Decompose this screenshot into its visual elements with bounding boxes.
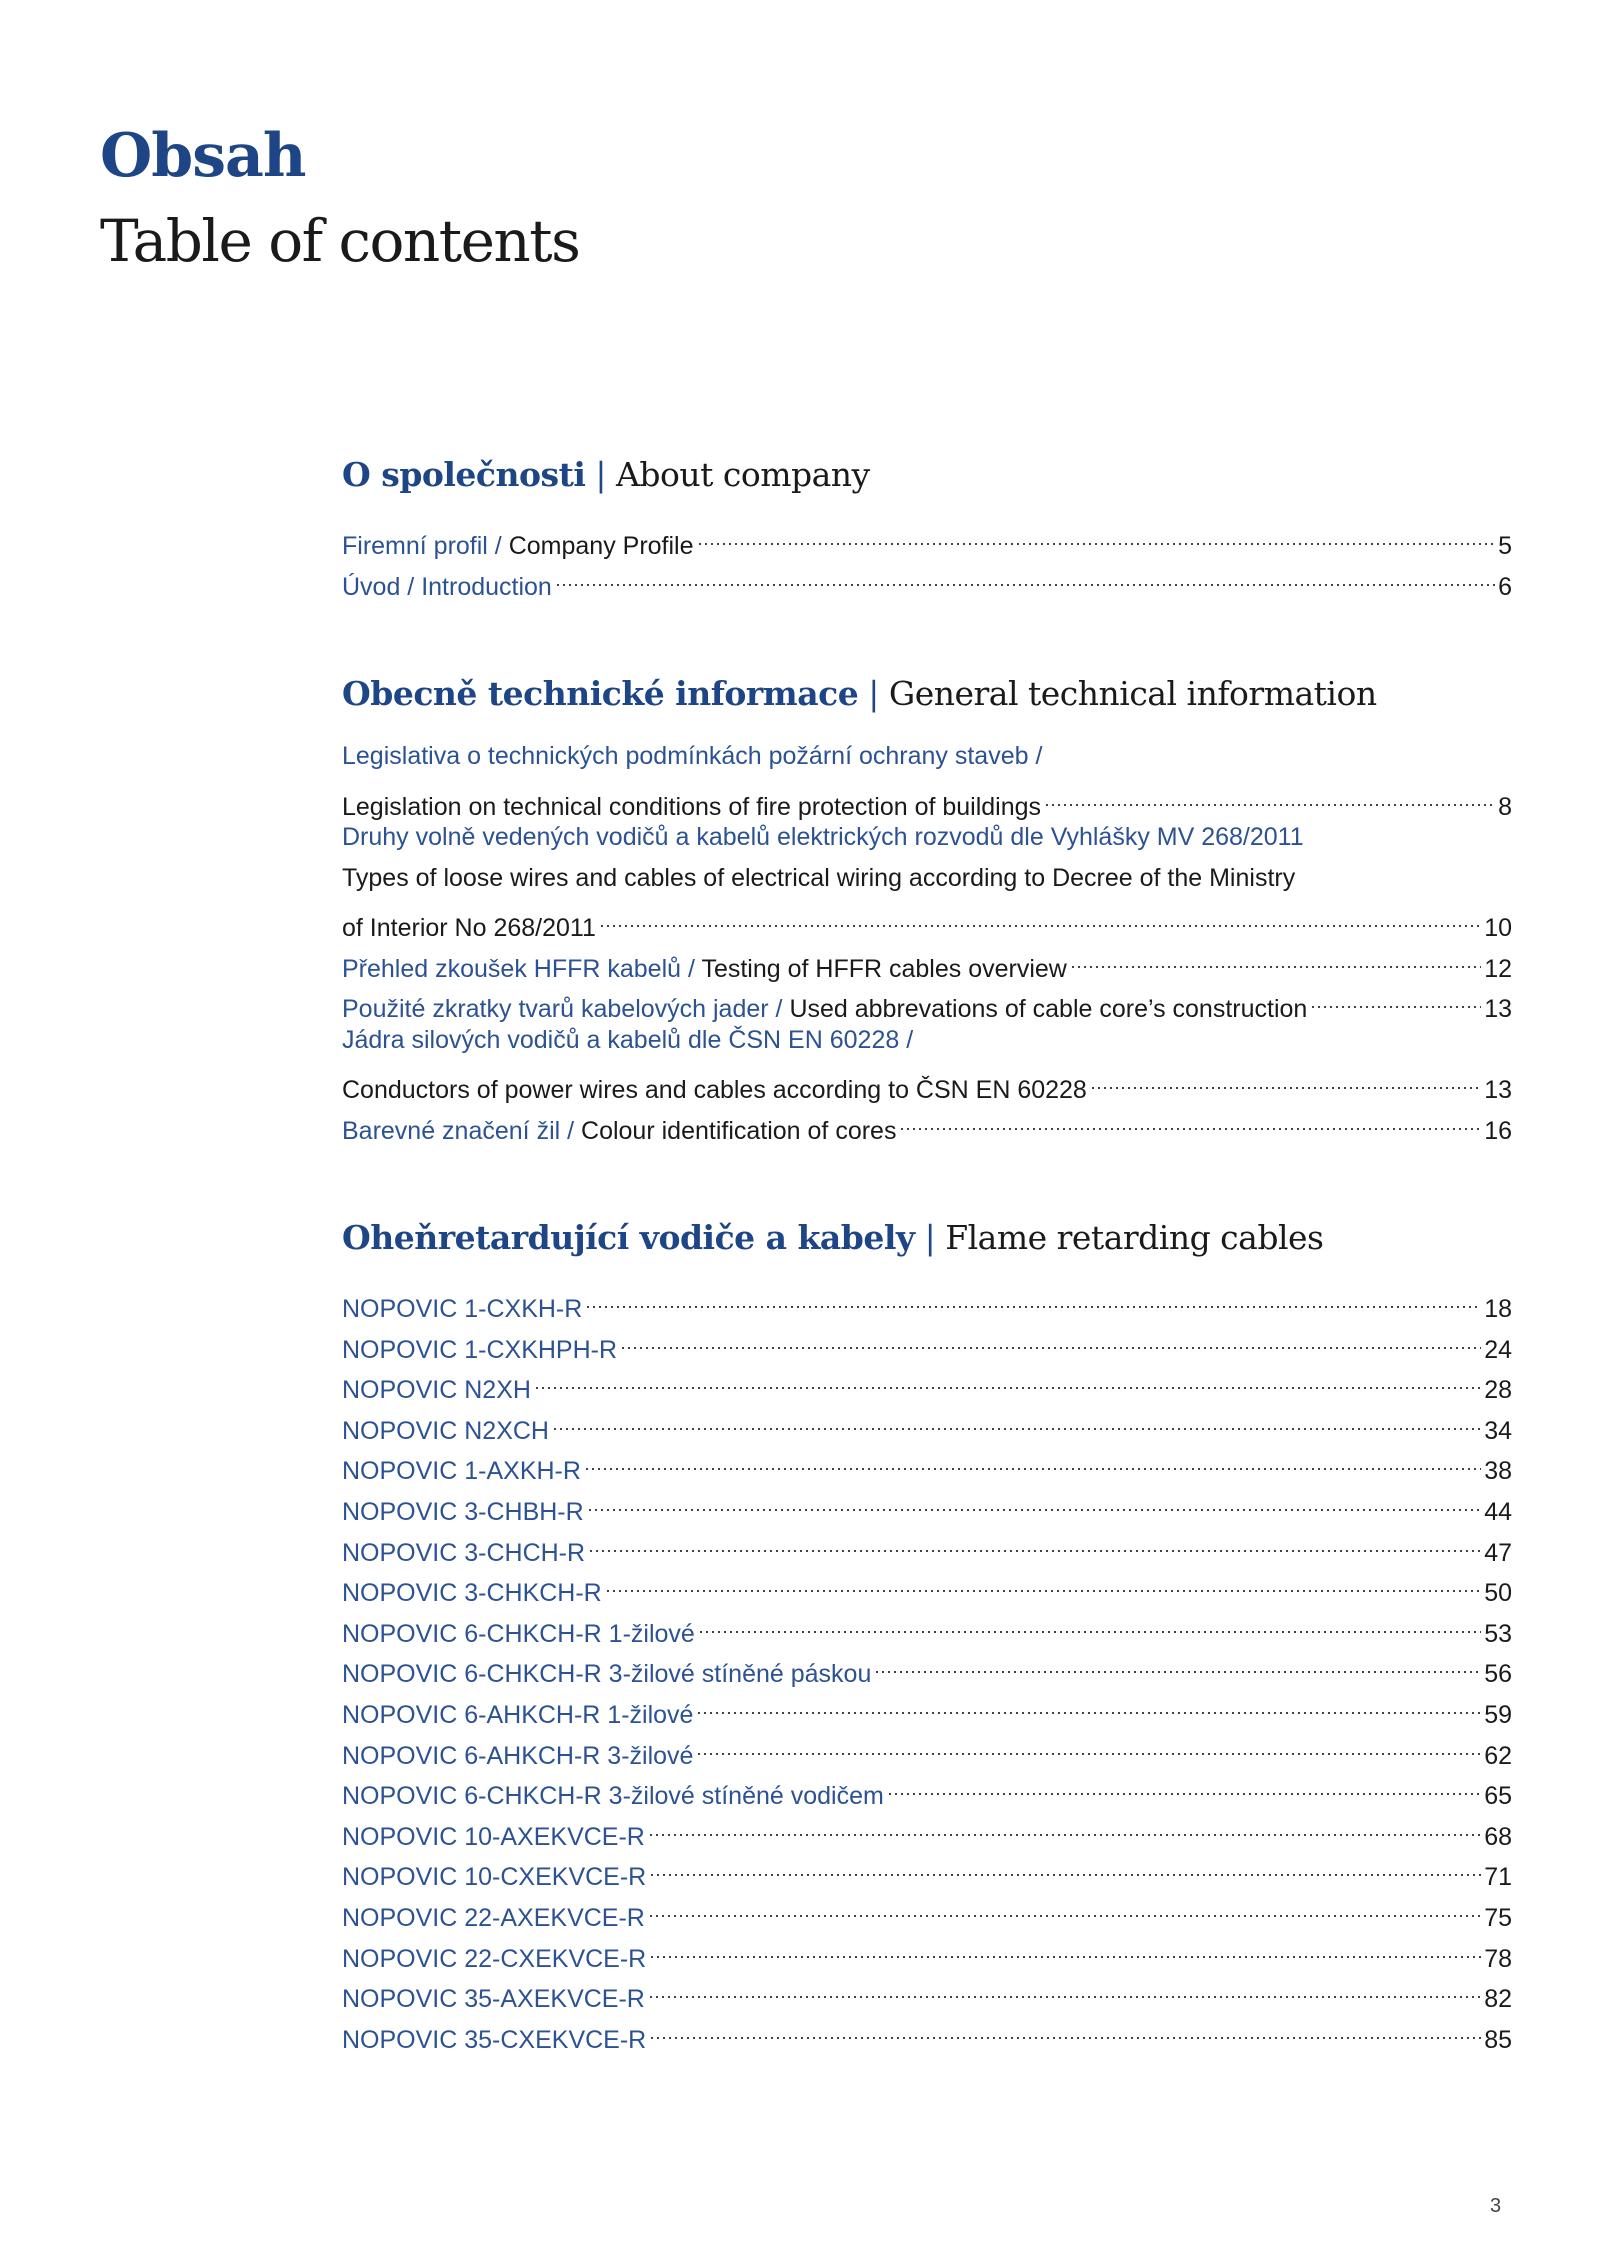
toc-entry-label-cz: NOPOVIC 3-CHKCH-R — [342, 1579, 602, 1607]
toc-entry[interactable] — [342, 1362, 1512, 1404]
toc-entry-label-cz: NOPOVIC 6-CHKCH-R 1-žilové — [342, 1620, 695, 1648]
toc-entry[interactable] — [342, 981, 1512, 1023]
dot-leader — [648, 1971, 1481, 2007]
toc-entry-page: 13 — [1484, 995, 1512, 1023]
toc-entry[interactable] — [342, 1606, 1512, 1648]
toc-entry[interactable] — [342, 1890, 1512, 1932]
section-heading-separator: | — [924, 1218, 936, 1257]
dot-leader — [552, 1403, 1481, 1439]
toc-entry-page: 13 — [1484, 1076, 1512, 1104]
toc-entry[interactable] — [342, 2012, 1512, 2054]
dot-leader — [555, 559, 1495, 595]
dot-leader — [649, 1931, 1481, 1967]
section-heading-cz: Obecně technické informace — [342, 674, 859, 713]
toc-entry-label-cz: NOPOVIC 1-CXKH-R — [342, 1295, 583, 1323]
toc-entry-page: 6 — [1498, 573, 1512, 601]
dot-leader — [874, 1646, 1481, 1682]
toc-entry-label-cz: Použité zkratky tvarů kabelových jader / — [342, 995, 790, 1023]
toc-entry[interactable] — [342, 1728, 1512, 1770]
toc-entry-page: 18 — [1484, 1295, 1512, 1323]
dot-leader — [1090, 1062, 1481, 1098]
toc-entry-label-cz: NOPOVIC 1-CXKHPH-R — [342, 1336, 618, 1364]
section-heading-cz: Oheňretardující vodiče a kabely — [342, 1218, 915, 1257]
toc-entry-page: 53 — [1484, 1620, 1512, 1648]
dot-leader — [887, 1768, 1481, 1804]
toc-entry[interactable] — [342, 1403, 1512, 1445]
dot-leader — [620, 1322, 1481, 1358]
toc-entry[interactable] — [342, 1687, 1512, 1729]
toc-entry[interactable] — [342, 1646, 1512, 1688]
toc-entry-label-en: Conductors of power wires and cables according to ČSN EN 60228 — [342, 1076, 1087, 1104]
toc-entry-label-cz: NOPOVIC 6-CHKCH-R 3-žilové stíněné vodičem — [342, 1782, 884, 1810]
toc-entry[interactable] — [342, 1809, 1512, 1851]
dot-leader — [899, 1103, 1481, 1139]
toc-entry-page: 62 — [1484, 1742, 1512, 1770]
toc-entry-label-cz: Jádra silových vodičů a kabelů dle ČSN EN 60228 / — [342, 1026, 914, 1054]
dot-leader — [1070, 941, 1481, 977]
toc-entry-label-cz: NOPOVIC 35-CXEKVCE-R — [342, 2026, 647, 2054]
toc-entry-label-cz: NOPOVIC 6-AHKCH-R 3-žilové — [342, 1742, 694, 1770]
toc-entry-page: 68 — [1484, 1823, 1512, 1851]
toc-entry-label-cz: NOPOVIC N2XH — [342, 1376, 531, 1404]
toc-entry-page: 65 — [1484, 1782, 1512, 1810]
toc-entry[interactable] — [342, 900, 1512, 942]
toc-entry-page: 82 — [1484, 1985, 1512, 2013]
toc-entry-label-en: Types of loose wires and cables of electrical wiring according to Decree of the Ministry — [342, 864, 1296, 892]
dot-leader — [697, 518, 1496, 554]
toc-entry-page: 5 — [1498, 532, 1512, 560]
toc-entry-page: 8 — [1498, 793, 1512, 821]
toc-entry-line[interactable] — [342, 738, 1512, 774]
section-heading-en: Flame retarding cables — [945, 1218, 1324, 1257]
toc-entry-label-cz: Firemní profil / — [342, 532, 509, 560]
dot-leader — [588, 1525, 1481, 1561]
dot-leader — [1044, 779, 1495, 815]
toc-entry-label-cz: Úvod / Introduction — [342, 573, 552, 601]
dot-leader — [599, 900, 1481, 936]
toc-entry[interactable] — [342, 1281, 1512, 1323]
dot-leader — [585, 1281, 1481, 1317]
toc-entry-label-cz: NOPOVIC 10-CXEKVCE-R — [342, 1863, 647, 1891]
section-heading-en: About company — [616, 455, 870, 494]
toc-entry-label-cz: NOPOVIC 6-AHKCH-R 1-žilové — [342, 1701, 694, 1729]
toc-entry-page: 28 — [1484, 1376, 1512, 1404]
toc-entry-label-cz: Barevné značení žil / — [342, 1117, 582, 1145]
dot-leader — [648, 1809, 1481, 1845]
toc-entry-page: 12 — [1484, 955, 1512, 983]
toc-entry-label-cz: Legislativa o technických podmínkách požární ochrany staveb / — [342, 742, 1043, 770]
dot-leader — [648, 1890, 1481, 1926]
dot-leader — [696, 1728, 1481, 1764]
section-heading-separator: | — [868, 674, 879, 713]
toc-entry[interactable] — [342, 1931, 1512, 1973]
section-heading-general-technical-information — [342, 674, 1377, 713]
toc-entry-page: 10 — [1484, 914, 1512, 942]
toc-entry-label-en: Colour identification of cores — [581, 1117, 897, 1145]
section-heading-flame-retarding-cables — [342, 1218, 1324, 1257]
toc-entry-label-cz: NOPOVIC 22-AXEKVCE-R — [342, 1904, 645, 1932]
toc-entry-label-cz: NOPOVIC N2XCH — [342, 1417, 549, 1445]
section-heading-cz: O společnosti — [342, 455, 586, 494]
toc-entry-label-cz: Druhy volně vedených vodičů a kabelů elektrických rozvodů dle Vyhlášky MV 268/2011 — [342, 823, 1304, 851]
toc-entry[interactable] — [342, 1103, 1512, 1145]
dot-leader — [587, 1484, 1482, 1520]
dot-leader — [1310, 981, 1481, 1017]
toc-entry-page: 24 — [1484, 1336, 1512, 1364]
toc-entry-page: 44 — [1484, 1498, 1512, 1526]
page-title-en: Table of contents — [100, 207, 580, 275]
section-heading-separator: | — [595, 455, 607, 494]
dot-leader — [696, 1687, 1481, 1723]
section-heading-en: General technical information — [888, 674, 1377, 713]
toc-entry-label-cz: Přehled zkoušek HFFR kabelů / — [342, 955, 702, 983]
toc-entry[interactable] — [342, 1484, 1512, 1526]
dot-leader — [649, 2012, 1481, 2048]
toc-entry[interactable] — [342, 1971, 1512, 2013]
toc-entry[interactable] — [342, 1322, 1512, 1364]
toc-entry-label-cz: NOPOVIC 22-CXEKVCE-R — [342, 1945, 647, 1973]
toc-entry-page: 38 — [1484, 1457, 1512, 1485]
toc-entry-label-cz: NOPOVIC 35-AXEKVCE-R — [342, 1985, 645, 2013]
toc-entry-label-cz: NOPOVIC 3-CHCH-R — [342, 1539, 586, 1567]
dot-leader — [534, 1362, 1481, 1398]
toc-entry-page: 71 — [1484, 1863, 1512, 1891]
toc-entry-label-cz: NOPOVIC 10-AXEKVCE-R — [342, 1823, 645, 1851]
toc-entry-label-cz: NOPOVIC 1-AXKH-R — [342, 1457, 581, 1485]
toc-entry[interactable] — [342, 1565, 1512, 1607]
toc-entry[interactable] — [342, 1768, 1512, 1810]
toc-entry-label-en: Testing of HFFR cables overview — [701, 955, 1067, 983]
toc-entry-page: 78 — [1484, 1945, 1512, 1973]
toc-entry[interactable] — [342, 1525, 1512, 1567]
toc-entry-page: 56 — [1484, 1660, 1512, 1688]
page-title-cz: Obsah — [100, 121, 306, 191]
toc-entry-page: 47 — [1484, 1539, 1512, 1567]
toc-entry[interactable] — [342, 941, 1512, 983]
toc-entry-line[interactable] — [342, 1022, 1512, 1058]
toc-entry-page: 59 — [1484, 1701, 1512, 1729]
toc-entry-label-en: Legislation on technical conditions of fire protection of buildings — [342, 793, 1042, 821]
toc-entry-label-en: Used abbrevations of cable core’s construction — [789, 995, 1308, 1023]
section-heading-about-company — [342, 455, 870, 494]
dot-leader — [584, 1443, 1481, 1479]
toc-entry-page: 16 — [1484, 1117, 1512, 1145]
toc-entry-line[interactable] — [342, 860, 1512, 896]
toc-entry-page: 75 — [1484, 1904, 1512, 1932]
toc-entry-line[interactable] — [342, 819, 1512, 855]
toc-entry[interactable] — [342, 559, 1512, 601]
toc-entry[interactable] — [342, 1849, 1512, 1891]
toc-entry[interactable] — [342, 518, 1512, 560]
toc-entry-page: 85 — [1484, 2026, 1512, 2054]
toc-entry-label-cz: NOPOVIC 3-CHBH-R — [342, 1498, 584, 1526]
dot-leader — [698, 1606, 1481, 1642]
toc-entry[interactable] — [342, 779, 1512, 821]
toc-entry[interactable] — [342, 1443, 1512, 1485]
dot-leader — [649, 1849, 1481, 1885]
page-number: 3 — [1490, 2195, 1502, 2217]
toc-entry-page: 50 — [1484, 1579, 1512, 1607]
toc-entry-label-cz: NOPOVIC 6-CHKCH-R 3-žilové stíněné páskou — [342, 1660, 872, 1688]
toc-entry-page: 34 — [1484, 1417, 1512, 1445]
toc-entry-label-en: of Interior No 268/2011 — [342, 914, 596, 942]
toc-entry-label-en: Company Profile — [508, 532, 694, 560]
toc-entry[interactable] — [342, 1062, 1512, 1104]
dot-leader — [605, 1565, 1481, 1601]
